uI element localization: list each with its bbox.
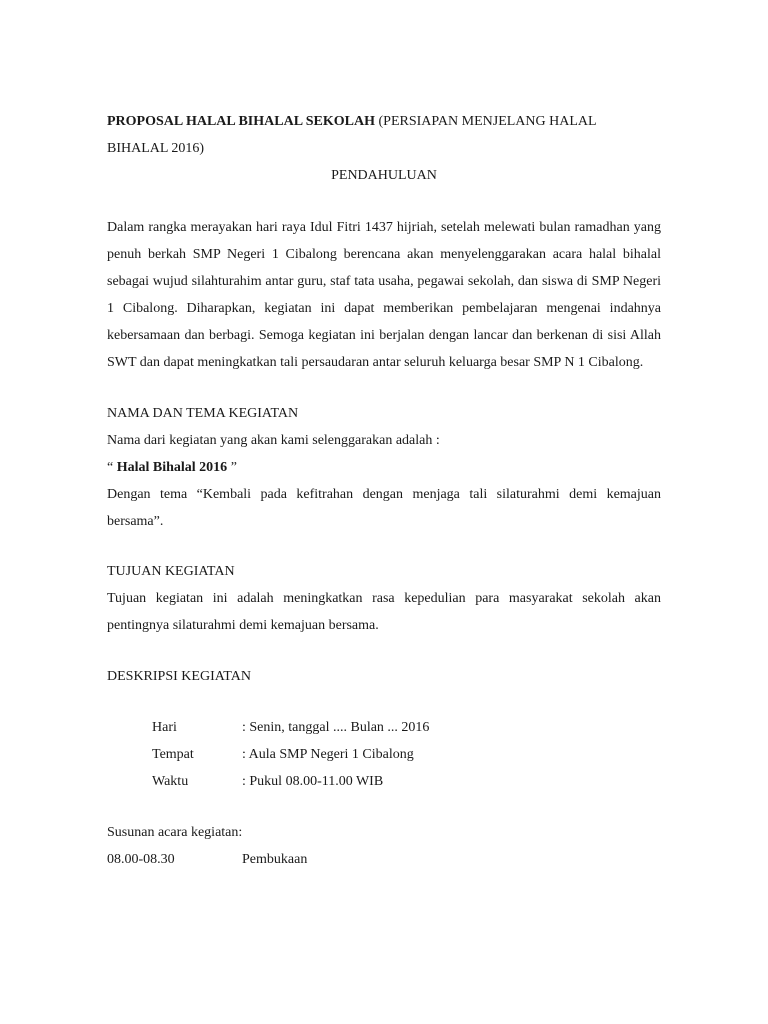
title-rest: (PERSIAPAN MENJELANG HALAL (375, 114, 597, 129)
tujuan-paragraph: Tujuan kegiatan ini adalah meningkatkan rasa kepedulian para masyarakat sekolah akan pentingnya silaturahmi demi kemajuan bersama. (107, 591, 661, 633)
deskripsi-row (152, 741, 661, 768)
theme-paragraph: Dengan tema “Kembali pada kefitrahan dengan menjaga tali silaturahmi demi kemajuan bersama”. (107, 487, 661, 529)
deskripsi-row (152, 768, 661, 795)
event-name-line (107, 454, 661, 481)
deskripsi-value: : Aula SMP Negeri 1 Cibalong (242, 747, 414, 762)
title-bold: PROPOSAL HALAL BIHALAL SEKOLAH (107, 114, 376, 129)
tujuan-heading: TUJUAN KEGIATAN (107, 564, 235, 579)
event-name: Halal Bihalal 2016 (116, 460, 228, 475)
intro-paragraph: Dalam rangka merayakan hari raya Idul Fitri 1437 hijriah, setelah melewati bulan ramadhan yang penuh berkah SMP Negeri 1 Cibalong berencana akan menyelenggarakan acara halal bihalal sebagai wujud silahturahim antar guru, staf tata usaha, pegawai sekolah, dan siswa di SMP Negeri 1 Cibalong. Diharapkan, kegiatan ini dapat memberikan pembelajaran mengenai indahnya kebersamaan dan berbagi. Semoga kegiatan ini berjalan dengan lancar dan berkenan di sisi Allah SWT dan dapat meningkatkan tali persaudaran antar seluruh keluarga besar SMP N 1 Cibalong. (107, 220, 661, 370)
deskripsi-label: Hari (152, 720, 177, 735)
title-line-2: BIHALAL 2016) (107, 141, 205, 156)
deskripsi-value: : Senin, tanggal .... Bulan ... 2016 (242, 720, 430, 735)
document-body (107, 108, 661, 873)
quote-close: ” (227, 460, 237, 475)
schedule-time: 08.00-08.30 (107, 852, 175, 867)
document-title (107, 108, 661, 135)
deskripsi-value: : Pukul 08.00-11.00 WIB (242, 774, 384, 789)
schedule-activity: Pembukaan (242, 852, 308, 867)
nama-tema-heading: NAMA DAN TEMA KEGIATAN (107, 406, 299, 421)
quote-open: “ (107, 460, 117, 475)
deskripsi-row (152, 714, 661, 741)
deskripsi-table (107, 714, 661, 795)
susunan-heading: Susunan acara kegiatan: (107, 825, 243, 840)
schedule-row (107, 846, 661, 873)
nama-tema-line1: Nama dari kegiatan yang akan kami selenggarakan adalah : (107, 433, 440, 448)
deskripsi-heading: DESKRIPSI KEGIATAN (107, 669, 251, 684)
intro-heading: PENDAHULUAN (331, 168, 437, 183)
deskripsi-label: Waktu (152, 774, 189, 789)
deskripsi-label: Tempat (152, 747, 194, 762)
